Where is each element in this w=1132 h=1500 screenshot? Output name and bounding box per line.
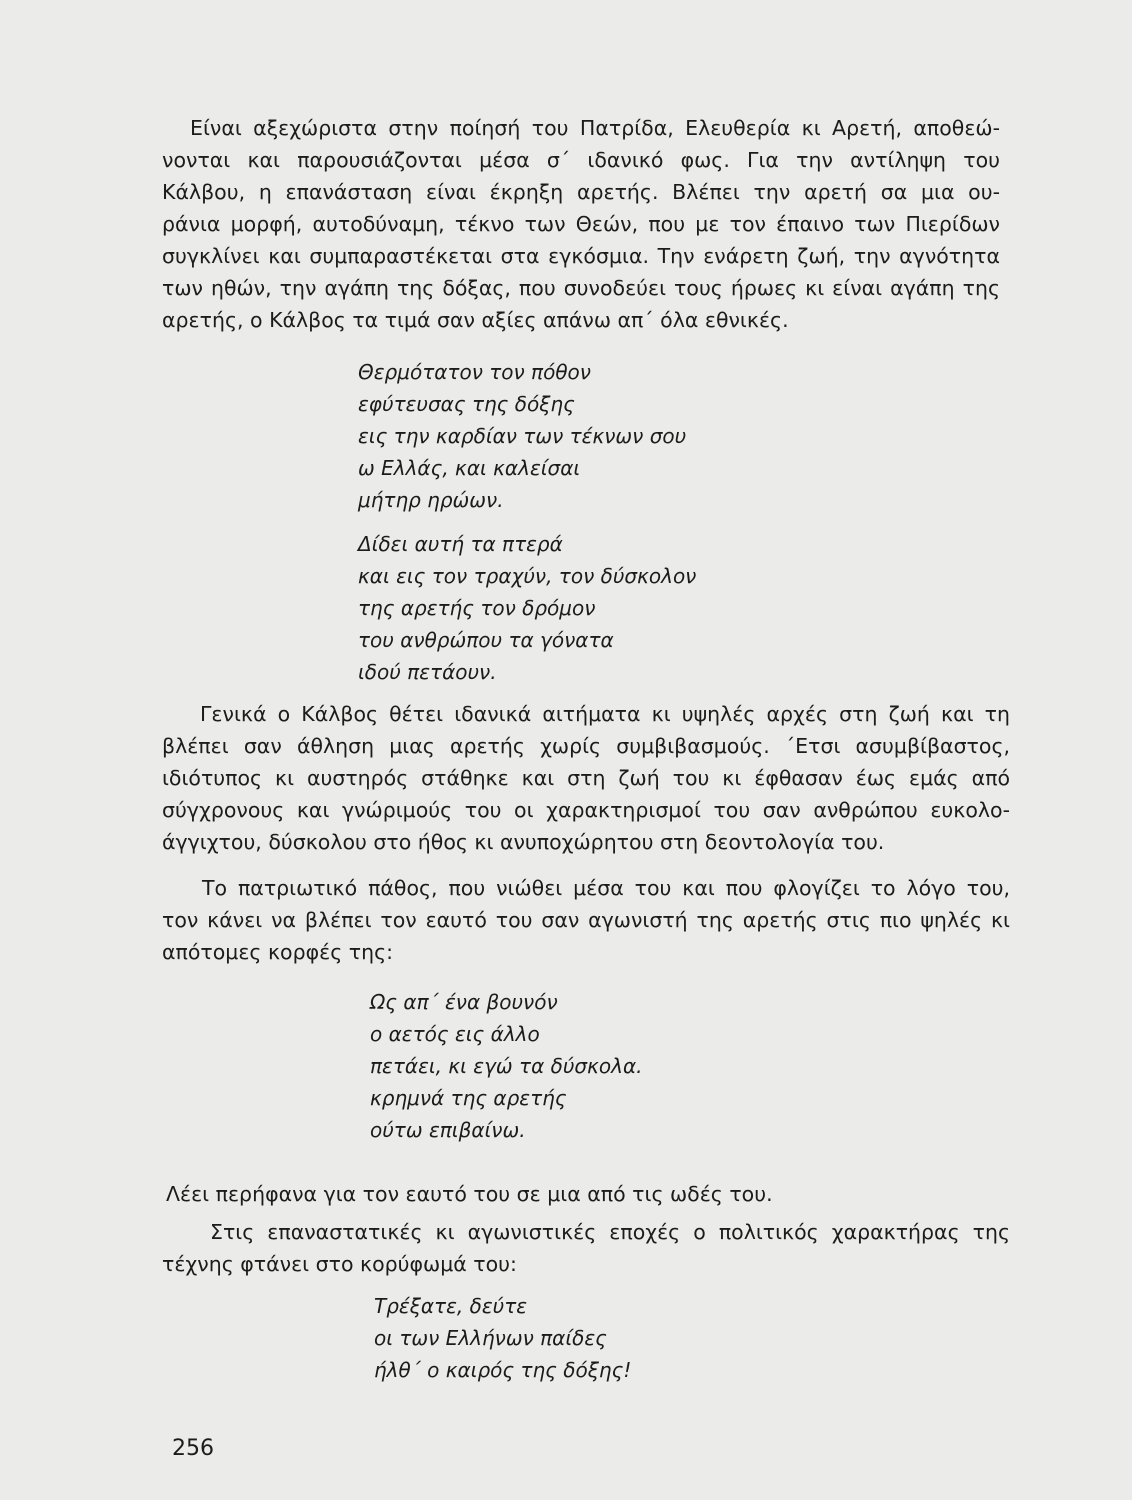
verse-line: εις την καρδίαν των τέκνων σου	[358, 424, 687, 448]
verse-line: μήτηρ ηρώων.	[358, 488, 504, 512]
verse-line: ο αετός εις άλλο	[370, 1022, 540, 1046]
verse-line: ιδού πετάουν.	[358, 660, 497, 684]
verse-line: Δίδει αυτή τα πτερά	[358, 532, 563, 556]
verse-line: ούτω επιβαίνω.	[370, 1118, 526, 1142]
verse-line: πετάει, κι εγώ τα δύσκολα.	[370, 1054, 643, 1078]
text-line: ράνια μορφή, αυτοδύναμη, τέκνο των Θεών, που με τον έπαινο των Πιερίδων	[162, 212, 1000, 236]
text-line: Κάλβου, η επανάσταση είναι έκρηξη αρετής. Βλέπει την αρετή σα μια ου-	[162, 180, 1000, 204]
paragraph-3	[162, 872, 1010, 968]
text-line: βλέπει σαν άθληση μιας αρετής χωρίς συμβιβασμούς. ΄Ετσι ασυμβίβαστος,	[162, 734, 1010, 758]
verse-line: ήλθ΄ ο καιρός της δόξης!	[374, 1358, 632, 1382]
text-line: Το πατριωτικό πάθος, που νιώθει μέσα του και που φλογίζει το λόγο του,	[202, 876, 1010, 900]
verse-line: οι των Ελλήνων παίδες	[374, 1326, 607, 1350]
text-line: ιδιότυπος κι αυστηρός στάθηκε και στη ζωή του κι έφθασαν έως εμάς από	[162, 766, 1010, 790]
text-line: σύγχρονους και γνώριμούς του οι χαρακτηρισμοί του σαν ανθρώπου ευκολο-	[162, 798, 1010, 822]
paragraph-5	[162, 1216, 1010, 1280]
text-line: Γενικά ο Κάλβος θέτει ιδανικά αιτήματα κι υψηλές αρχές στη ζωή και τη	[200, 702, 1010, 726]
paragraph-4	[166, 1178, 1014, 1210]
verse-1	[358, 356, 696, 688]
text-line: απότομες κορφές της:	[162, 940, 394, 964]
verse-line: κρημνά της αρετής	[370, 1086, 567, 1110]
verse-line: του ανθρώπου τα γόνατα	[358, 628, 614, 652]
text-line: τέχνης φτάνει στο κορύφωμά του:	[162, 1252, 517, 1276]
text-line: συγκλίνει και συμπαραστέκεται στα εγκόσμια. Την ενάρετη ζωή, την αγνότητα	[162, 244, 1000, 268]
text-line: τον κάνει να βλέπει τον εαυτό του σαν αγωνιστή της αρετής στις πιο ψηλές κι	[162, 908, 1010, 932]
verse-line: και εις τον τραχύν, τον δύσκολον	[358, 564, 697, 588]
verse-line: εφύτευσας της δόξης	[358, 392, 575, 416]
text-line: Λέει περήφανα για τον εαυτό του σε μια από τις ωδές του.	[166, 1182, 773, 1206]
verse-2	[370, 986, 643, 1146]
page-number: 256	[172, 1436, 214, 1461]
verse-line: της αρετής τον δρόμον	[358, 596, 596, 620]
text-line: αρετής, ο Κάλβος τα τιμά σαν αξίες απάνω απ΄ όλα εθνικές.	[162, 308, 789, 332]
verse-line: Ως απ΄ ένα βουνόν	[370, 990, 558, 1014]
paragraph-2	[162, 698, 1010, 858]
verse-line: Τρέξατε, δεύτε	[374, 1294, 528, 1318]
verse-3	[374, 1290, 631, 1386]
verse-line: ω Ελλάς, και καλείσαι	[358, 456, 581, 480]
text-line: των ηθών, την αγάπη της δόξας, που συνοδεύει τους ήρωες κι είναι αγάπη της	[162, 276, 1000, 300]
text-line: νονται και παρουσιάζονται μέσα σ΄ ιδανικό φως. Για την αντίληψη του	[162, 148, 1000, 172]
text-line: Είναι αξεχώριστα στην ποίησή του Πατρίδα, Ελευθερία κι Αρετή, αποθεώ-	[190, 116, 1000, 140]
verse-line: Θερμότατον τον πόθον	[358, 360, 591, 384]
paragraph-1	[162, 112, 1000, 336]
text-line: άγγιχτου, δύσκολου στο ήθος κι ανυποχώρητου στη δεοντολογία του.	[162, 830, 885, 854]
text-line: Στις επαναστατικές κι αγωνιστικές εποχές ο πολιτικός χαρακτήρας της	[210, 1220, 1010, 1244]
